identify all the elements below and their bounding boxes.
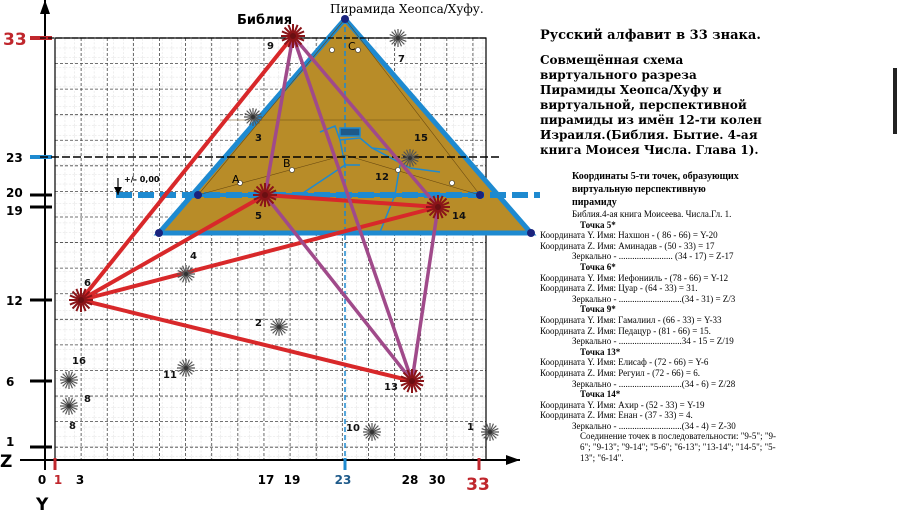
z-coordinate: Координата Z. Имя: Цуар - (64 - 33) = 31. (540, 283, 698, 294)
marker-dot (450, 181, 455, 186)
description-panel (540, 0, 900, 532)
z-coordinate: Координата Z. Имя: Педацур - (81 - 66) = 15. (540, 325, 711, 336)
vertex-dot (194, 191, 202, 199)
coordinates-block (540, 170, 790, 463)
point-title: Точка 5* (580, 219, 616, 230)
y-axis-arrow (40, 0, 50, 14)
x-tick-label: 19 (283, 473, 301, 487)
point-entry (540, 220, 790, 262)
vertex-dot (155, 229, 163, 237)
y-tick-label: 20 (6, 186, 23, 200)
x-tick-labels (38, 473, 490, 495)
point-star (60, 397, 78, 415)
point-star (270, 318, 288, 336)
x-tick-label: 3 (75, 473, 85, 487)
point-entry (540, 389, 790, 431)
point-number: 9 (267, 41, 274, 52)
point-number: 2 (255, 318, 262, 329)
point-title: Точка 13* (580, 346, 621, 357)
point-number: 11 (163, 370, 177, 381)
offset-label: +/- 0,00 (124, 175, 160, 184)
point-entry (540, 304, 790, 346)
y-coordinate: Координата Y. Имя: Иефонииль - (78 - 66) = Y-12 (540, 272, 729, 283)
y-coordinate: Координата Y. Имя: Елисаф - (72 - 66) = Y-6 (540, 357, 709, 368)
z-axis-arrow (506, 455, 520, 465)
point-title: Точка 14* (580, 389, 621, 400)
x-tick-label: 0 (37, 473, 47, 487)
point-letter: C (348, 40, 356, 53)
scheme-description: Совмещённая схема виртуального разреза Пирамиды Хеопса/Хуфу и виртуальной, перспективной пирамиды из имён 12-ти колен Израиля.(Библия. Бытие. 4-ая книга Моисея Числа. Глава 1). (540, 53, 762, 157)
x-tick-label: 17 (257, 473, 275, 487)
y-tick-label: 1 (6, 435, 15, 449)
point-title: Точка 9* (580, 304, 616, 315)
y-coordinate: Координата Y. Имя: Гамалиил - (66 - 33) = Y-33 (540, 314, 722, 325)
point-number: 13 (384, 382, 398, 393)
point-star (177, 265, 195, 283)
point-star (481, 423, 499, 441)
point-number: 1 (467, 422, 474, 433)
y-axis-label: Y (36, 495, 49, 515)
point-letter: B (283, 157, 291, 170)
bible-label: Библия (237, 13, 293, 28)
x-tick-label: 30 (428, 473, 446, 487)
point-number: 7 (398, 54, 405, 65)
x-tick-label: 28 (401, 473, 419, 487)
z-coordinate: Координата Z. Имя: Енан - (37 - 33) = 4. (540, 410, 693, 421)
pyramid-label: Пирамида Хеопса/Хуфу. (330, 2, 484, 16)
y-tick-label: 19 (6, 204, 23, 218)
point-star (363, 423, 381, 441)
vertex-dot (476, 191, 484, 199)
connection-sequence: Соединение точек в последовательности: "9-5"; "9-6"; "9-13"; "9-14"; "5-6"; "6-13"; "13-14"; "14-5"; "5-13"; "6-14". (580, 431, 776, 463)
point-star (177, 359, 195, 377)
point-number: 3 (255, 133, 262, 144)
key-point-star (400, 369, 424, 393)
mirror-coordinate: Зеркально - ............................34 - 15 = Z/19 (572, 336, 734, 347)
point-number: 8 (84, 394, 91, 405)
point-entry (540, 347, 790, 389)
coordinates-heading: Координаты 5-ти точек, образующих виртуальную перспективную пирамиду (572, 171, 739, 208)
marker-dot (356, 48, 361, 53)
y-tick-label: 6 (6, 375, 15, 389)
point-star (389, 29, 407, 47)
point-letter: A (232, 173, 240, 186)
point-number: 15 (414, 133, 428, 144)
point-number: 12 (375, 172, 389, 183)
y-tick-label: 33 (3, 30, 27, 50)
vertex-dot (527, 229, 535, 237)
mirror-coordinate: Зеркально - ............................(34 - 31) = Z/3 (572, 293, 736, 304)
alphabet-title: Русский алфавит в 33 знака. (540, 28, 761, 43)
point-entry (540, 262, 790, 304)
x-tick-label: 1 (53, 473, 63, 487)
source-reference: Библия.4-ая книга Моисеева. Числа.Гл. 1. (572, 209, 732, 219)
y-coordinate: Координата Y. Имя: Нахшон - ( 86 - 66) = Y-20 (540, 230, 718, 241)
mirror-coordinate: Зеркально - ............................(34 - 4) = Z-30 (572, 420, 736, 431)
marker-dot (330, 48, 335, 53)
point-number: 5 (255, 211, 262, 222)
point-number: 10 (346, 423, 360, 434)
point-number: 8 (69, 421, 76, 432)
z-coordinate: Координата Z. Имя: Аминадав - (50 - 33) = 17 (540, 240, 715, 251)
mirror-coordinate: Зеркально - ............................(34 - 6) = Z/28 (572, 378, 736, 389)
edge-bar (893, 68, 897, 134)
key-point-star (426, 195, 450, 219)
x-tick-label: 33 (466, 475, 490, 495)
mirror-coordinate: Зеркально - ........................ (34 - 17) = Z-17 (572, 251, 734, 262)
point-star (244, 108, 262, 126)
point-star (60, 371, 78, 389)
point-title: Точка 6* (580, 261, 616, 272)
y-tick-label: 23 (6, 151, 23, 165)
point-number: 16 (72, 356, 86, 367)
vertex-dot (341, 15, 349, 23)
marker-dot (396, 168, 401, 173)
y-tick-label: 12 (6, 294, 23, 308)
y-tick-labels (3, 30, 27, 449)
point-number: 14 (452, 211, 466, 222)
point-list (540, 220, 790, 432)
key-point-star (253, 183, 277, 207)
y-coordinate: Координата Y. Имя: Ахир - (52 - 33) = Y-19 (540, 399, 705, 410)
point-number: 4 (190, 251, 197, 262)
key-point-star (69, 288, 93, 312)
z-axis-label: Z (0, 452, 13, 472)
x-tick-label: 23 (334, 473, 352, 487)
point-star (401, 149, 419, 167)
point-number: 6 (84, 278, 91, 289)
z-coordinate: Координата Z. Имя: Регуил - (72 - 66) = 6. (540, 367, 700, 378)
